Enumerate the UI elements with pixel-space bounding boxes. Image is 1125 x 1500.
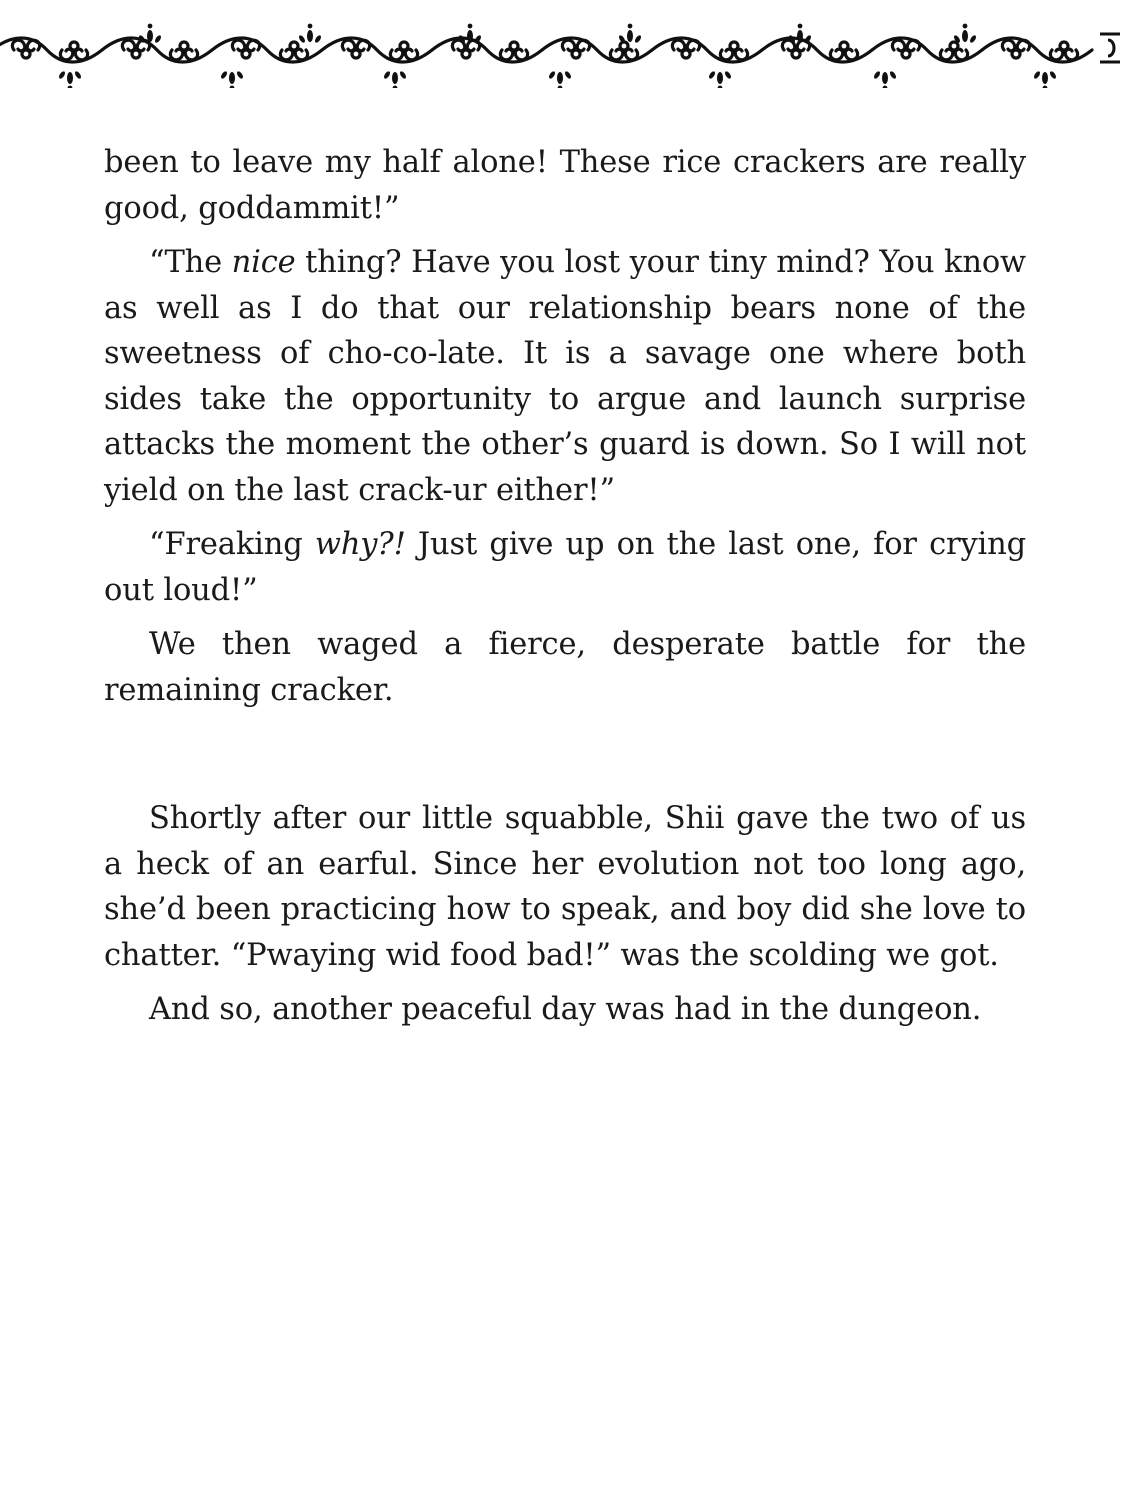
paragraph-battle: We then waged a fierce, desperate battle for the remaining cracker. [104, 627, 1026, 708]
text-run: “Freaking [149, 527, 315, 562]
italic-emphasis: nice [231, 245, 296, 280]
italic-emphasis: why?! [314, 527, 406, 562]
paragraph-continuation: been to leave my half alone! These rice crackers are really good, goddammit!” [104, 145, 1026, 226]
floral-scroll-border-icon [0, 18, 1125, 88]
paragraph-closing: And so, another peaceful day was had in the dungeon. [149, 992, 982, 1027]
text-run: “The [149, 245, 232, 280]
text-run: thing? Have you lost your tiny mind? You know as well as I do that our relationship bears none of the sweetness of cho-co-late. It is a savage one where both sides take the opportunity to argue and launch surprise attacks the moment the other’s guard is down. So I will not yield on the last crack-ur either!” [104, 245, 1026, 508]
paragraph-dialogue-nice [104, 240, 1026, 513]
text-run: Just give up on the last one, for crying out loud!” [104, 527, 1027, 608]
paragraph-shii-scolding: Shortly after our little squabble, Shii gave the two of us a heck of an earful. Since her evolution not too long ago, she’d been practicing how to speak, and boy did she love to chatter. “Pwaying wid food bad!” was the scolding we got. [104, 801, 1026, 973]
body-text [104, 140, 1026, 1042]
paragraph-dialogue-why [104, 522, 1026, 613]
scene-break [104, 722, 1026, 796]
